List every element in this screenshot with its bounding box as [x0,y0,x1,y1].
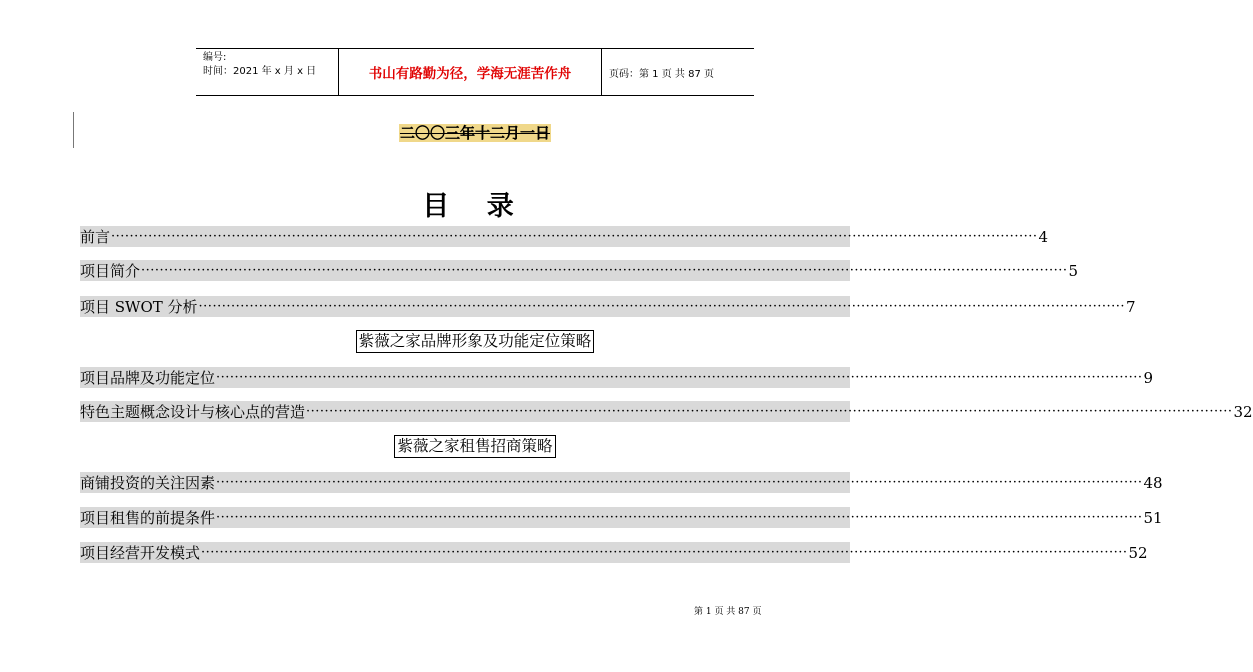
page-header [196,48,754,96]
toc-leader-dots: ········································································································································································································ [216,370,1143,385]
toc-entry-label: 项目品牌及功能定位 [80,369,216,387]
toc-entry-label: 特色主题概念设计与核心点的营造 [80,403,306,421]
toc-entry-label: 项目简介 [80,262,141,280]
toc-leader-dots: ········································································································································································································ [141,263,1068,278]
page-footer: 第 1 页 共 87 页 [694,607,762,617]
toc-entry[interactable] [80,296,1136,317]
toc-entry-label: 项目经营开发模式 [80,544,201,562]
toc-entry-page: 48 [1143,473,1163,492]
toc-entry[interactable] [80,507,1163,528]
toc-entry-page: 7 [1126,297,1136,316]
toc-entry[interactable] [80,367,1154,388]
toc-entry-page: 52 [1128,543,1148,562]
toc-entry-page: 4 [1038,227,1049,246]
toc-leader-dots: ········································································································································································································ [306,404,1233,419]
toc-entry[interactable] [80,472,1163,493]
toc-entry[interactable] [80,542,1148,563]
toc-leader-dots: ········································································································································································································ [216,510,1143,525]
section-heading-text: 紫薇之家租售招商策略 [394,435,555,458]
section-heading [0,435,950,458]
toc-entry-page: 32 [1233,402,1253,421]
toc-title: 目 录 [422,191,528,222]
toc-entry[interactable] [80,260,1079,281]
toc-entry-label: 商铺投资的关注因素 [80,474,216,492]
header-meta [196,49,339,95]
toc-entry-page: 5 [1068,261,1079,280]
header-time-label: 时间：2021 年 x 月 x 日 [203,66,317,77]
document-date-text: 二〇〇三年十二月一日 [399,124,550,142]
section-heading-text: 紫薇之家品牌形象及功能定位策略 [356,330,595,353]
toc-leader-dots: ········································································································································································································ [216,475,1143,490]
toc-entry[interactable] [80,401,1253,422]
toc-entry[interactable] [80,226,1049,247]
section-heading [0,330,950,353]
header-motto: 书山有路勤为径，学海无涯苦作舟 [339,49,602,95]
toc-entry-page: 51 [1143,508,1163,527]
toc-leader-dots: ········································································································································································································ [201,545,1128,560]
toc-leader-dots: ········································································································································································································ [111,229,1038,244]
toc-entry-label: 项目 SWOT 分析 [80,298,198,316]
toc-entry-label: 前言 [80,228,111,246]
toc-entry-label: 项目租售的前提条件 [80,509,216,527]
toc-entry-page: 9 [1143,368,1154,387]
toc-leader-dots: ········································································································································································································ [198,299,1126,314]
header-page-info: 页码：第 1 页 共 87 页 [609,68,714,80]
header-number-label: 编号: [203,52,227,63]
document-date [0,122,950,143]
